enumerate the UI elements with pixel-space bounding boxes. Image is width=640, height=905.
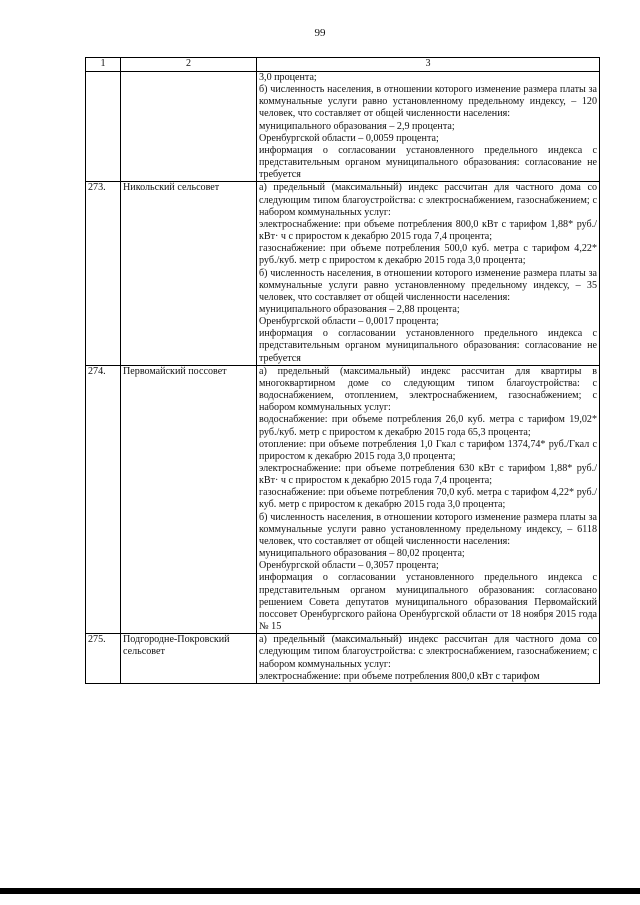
description-paragraph: информация о согласовании установленного предельного индекса с представительным органом муниципального образования: согласование не требуется	[259, 328, 597, 364]
description-paragraph: электроснабжение: при объеме потребления 630 кВт с тарифом 1,88* руб./кВт· ч с приростом к декабрю 2015 года 7,4 процента;	[259, 463, 597, 487]
table-row	[86, 634, 600, 684]
index-description	[257, 182, 600, 365]
index-description	[257, 72, 600, 182]
description-paragraph: б) численность населения, в отношении которого изменение размера платы за коммунальные услуги равно установленному предельному индексу, – 6118 человек, что составляет от общей численности населения:	[259, 511, 597, 547]
description-paragraph: муниципального образования – 2,88 процента;	[259, 303, 460, 315]
description-paragraph: отопление: при объеме потребления 1,0 Гкал с тарифом 1374,74* руб./Гкал с приростом к декабрю 2015 года 3,0 процента;	[259, 438, 597, 462]
description-paragraph: газоснабжение: при объеме потребления 500,0 куб. метра с тарифом 4,22* руб./куб. метр с приростом к декабрю 2015 года 3,0 процента;	[259, 243, 597, 267]
row-number: 273.	[86, 182, 121, 365]
municipality-name: Первомайский поссовет	[121, 365, 257, 633]
row-number	[86, 72, 121, 182]
index-table	[85, 57, 600, 684]
column-header-3: 3	[257, 58, 600, 72]
description-paragraph: электроснабжение: при объеме потребления 800,0 кВт с тарифом	[259, 670, 540, 682]
municipality-name	[121, 72, 257, 182]
table-row	[86, 182, 600, 365]
column-header-2: 2	[121, 58, 257, 72]
row-number: 274.	[86, 365, 121, 633]
description-paragraph: Оренбургской области – 0,0059 процента;	[259, 132, 439, 144]
index-description	[257, 365, 600, 633]
description-paragraph: информация о согласовании установленного предельного индекса с представительным органом муниципального образования: согласовано решением Совета депутатов муниципального образования Первомайский поссовет Оренбургского района Оренбургской области от 18 ноября 2015 года № 15	[259, 572, 597, 633]
table-header-row	[86, 58, 600, 72]
page-number: 99	[314, 27, 326, 39]
index-description	[257, 634, 600, 684]
description-paragraph: газоснабжение: при объеме потребления 70,0 куб. метра с тарифом 4,22* руб./куб. метр с приростом к декабрю 2015 года 3,0 процента;	[259, 487, 597, 511]
table-row	[86, 365, 600, 633]
description-paragraph: электроснабжение: при объеме потребления 800,0 кВт с тарифом 1,88* руб./кВт· ч с приростом к декабрю 2015 года 7,4 процента;	[259, 218, 597, 243]
description-paragraph: а) предельный (максимальный) индекс рассчитан для частного дома со следующим типом благоустройства: с электроснабжением, газоснабжением; с набором коммунальных услуг:	[259, 182, 597, 218]
bottom-border-bar	[0, 888, 640, 894]
description-paragraph: а) предельный (максимальный) индекс рассчитан для квартиры в многоквартирном доме со следующим типом благоустройства: с водоснабжением, отоплением, электроснабжением, газоснабжением; с набором коммунальных услуг:	[259, 365, 597, 414]
description-paragraph: 3,0 процента;	[259, 72, 317, 83]
table-row	[86, 72, 600, 182]
description-paragraph: муниципального образования – 2,9 процента;	[259, 120, 455, 132]
description-paragraph: б) численность населения, в отношении которого изменение размера платы за коммунальные услуги равно установленному предельному индексу, – 120 человек, что составляет от общей численности населения:	[259, 84, 597, 120]
description-paragraph: Оренбургской области – 0,3057 процента;	[259, 560, 439, 572]
description-paragraph: Оренбургской области – 0,0017 процента;	[259, 316, 439, 328]
municipality-name: Подгородне-Покровский сельсовет	[121, 634, 257, 684]
description-paragraph: б) численность населения, в отношении которого изменение размера платы за коммунальные услуги равно установленному предельному индексу, – 35 человек, что составляет от общей численности населения:	[259, 267, 597, 303]
description-paragraph: информация о согласовании установленного предельного индекса с представительным органом муниципального образования: согласование не требуется	[259, 144, 597, 181]
description-paragraph: муниципального образования – 80,02 процента;	[259, 548, 465, 560]
municipality-name: Никольский сельсовет	[121, 182, 257, 365]
description-paragraph: а) предельный (максимальный) индекс рассчитан для частного дома со следующим типом благоустройства: с электроснабжением, газоснабжением; с набором коммунальных услуг:	[259, 634, 597, 670]
column-header-1: 1	[86, 58, 121, 72]
row-number: 275.	[86, 634, 121, 684]
description-paragraph: водоснабжение: при объеме потребления 26,0 куб. метра с тарифом 19,02* руб./куб. метр с приростом к декабрю 2015 года 65,3 процента;	[259, 414, 597, 438]
